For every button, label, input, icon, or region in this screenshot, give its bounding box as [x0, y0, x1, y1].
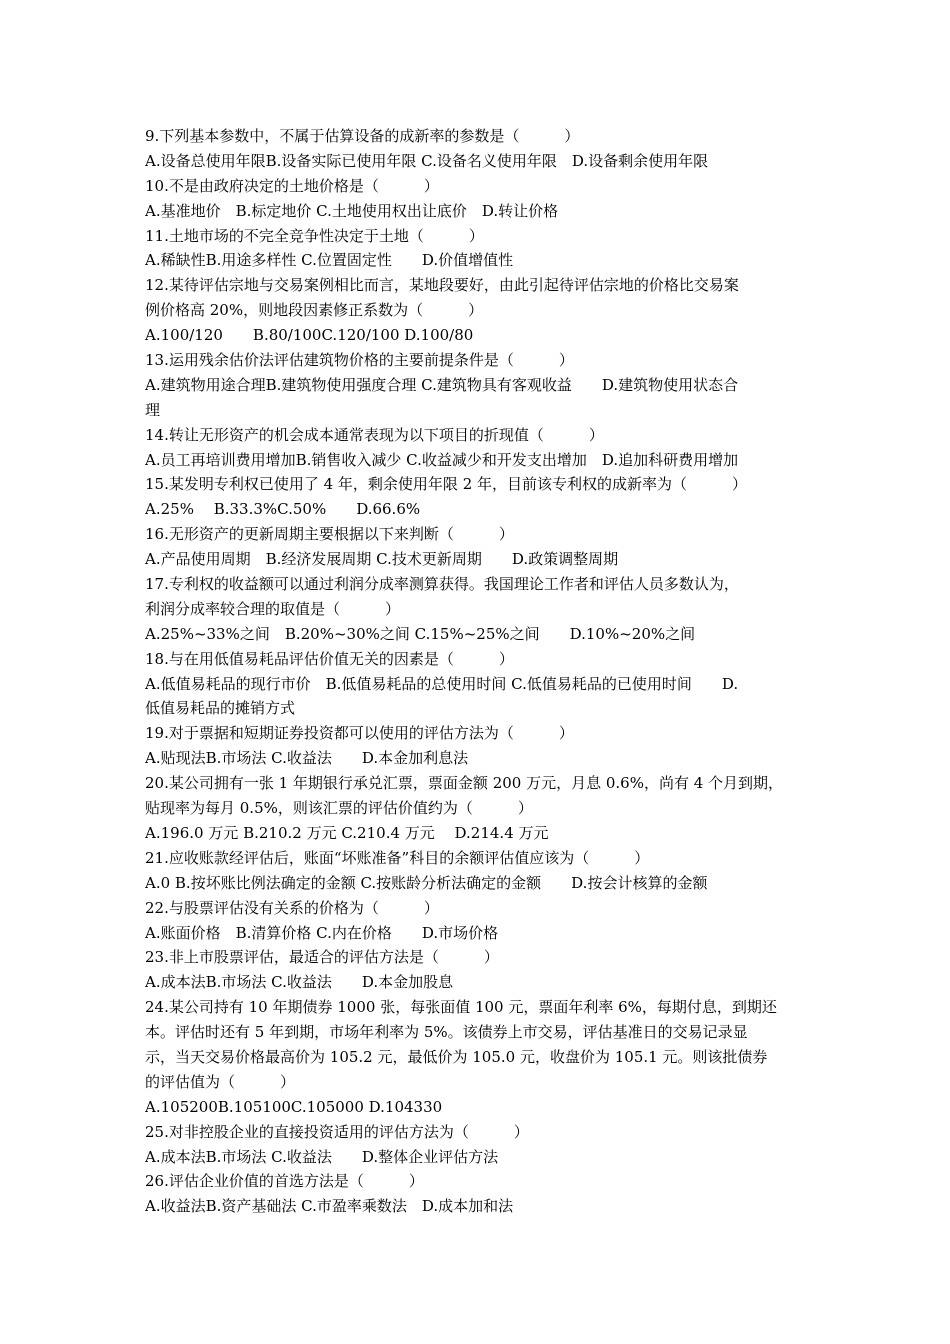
text-line: 例价格高 20%，则地段因素修正系数为（ ） — [145, 301, 484, 320]
text-line: 25.对非控股企业的直接投资适用的评估方法为（ ） — [145, 1122, 529, 1141]
text-line: A.低值易耗品的现行市价 B.低值易耗品的总使用时间 C.低值易耗品的已使用时间 D. — [145, 674, 739, 693]
text-line: A.账面价格 B.清算价格 C.内在价格 D.市场价格 — [145, 923, 499, 942]
text-line: A.105200B.105100C.105000 D.104330 — [145, 1097, 443, 1116]
text-line: A.成本法B.市场法 C.收益法 D.本金加股息 — [145, 973, 454, 992]
text-line: A.25%~33%之间 B.20%~30%之间 C.15%~25%之间 D.10%~20%之间 — [145, 624, 696, 643]
text-line: 17.专利权的收益额可以通过利润分成率测算获得。我国理论工作者和评估人员多数认为， — [145, 575, 739, 594]
text-line: A.196.0 万元 B.210.2 万元 C.210.4 万元 D.214.4 万元 — [145, 823, 549, 842]
text-line: A.收益法B.资产基础法 C.市盈率乘数法 D.成本加和法 — [145, 1197, 514, 1216]
text-line: 9.下列基本参数中，不属于估算设备的成新率的参数是（ ） — [145, 127, 580, 145]
text-line: 15.某发明专利权已使用了 4 年，剩余使用年限 2 年，目前该专利权的成新率为（ ） — [145, 475, 748, 494]
text-line: 24.某公司持有 10 年期债券 1000 张，每张面值 100 元，票面年利率 6%，每期付息，到期还 — [145, 998, 777, 1017]
text-line: 的评估值为（ ） — [145, 1072, 296, 1091]
text-line: A.贴现法B.市场法 C.收益法 D.本金加利息法 — [145, 749, 469, 768]
text-line: A.员工再培训费用增加B.销售收入减少 C.收益减少和开发支出增加 D.追加科研费用增加 — [145, 450, 739, 469]
text-line: 26.评估企业价值的首选方法是（ ） — [145, 1172, 424, 1191]
text-line: A.0 B.按坏账比例法确定的金额 C.按账龄分析法确定的金额 D.按会计核算的金额 — [145, 873, 708, 892]
text-line: A.25% B.33.3%C.50% D.66.6% — [145, 500, 421, 519]
text-line: 本。评估时还有 5 年到期，市场年利率为 5%。该债券上市交易，评估基准日的交易记录显 — [145, 1023, 748, 1042]
text-line: 22.与股票评估没有关系的价格为（ ） — [145, 898, 439, 917]
text-line: 21.应收账款经评估后，账面“坏账准备”科目的余额评估值应该为（ ） — [145, 848, 650, 867]
text-line: 理 — [145, 400, 161, 419]
document-body — [145, 124, 825, 1219]
text-line: 19.对于票据和短期证券投资都可以使用的评估方法为（ ） — [145, 724, 574, 743]
text-line: 18.与在用低值易耗品评估价值无关的因素是（ ） — [145, 649, 514, 668]
text-line: A.100/120 B.80/100C.120/100 D.100/80 — [145, 326, 474, 345]
text-line: 10.不是由政府决定的土地价格是（ ） — [145, 176, 439, 195]
text-line: A.设备总使用年限B.设备实际已使用年限 C.设备名义使用年限 D.设备剩余使用年限 — [145, 151, 709, 170]
text-line: 14.转让无形资产的机会成本通常表现为以下项目的折现值（ ） — [145, 425, 604, 444]
text-line: 23.非上市股票评估，最适合的评估方法是（ ） — [145, 948, 499, 967]
text-line: A.基准地价 B.标定地价 C.土地使用权出让底价 D.转让价格 — [145, 201, 559, 220]
text-line: A.建筑物用途合理B.建筑物使用强度合理 C.建筑物具有客观收益 D.建筑物使用状态合 — [145, 375, 739, 394]
text-line: 低值易耗品的摊销方式 — [145, 699, 296, 718]
text-line: 利润分成率较合理的取值是（ ） — [145, 599, 401, 618]
text-line: 12.某待评估宗地与交易案例相比而言，某地段要好，由此引起待评估宗地的价格比交易案 — [145, 276, 739, 295]
text-line: A.成本法B.市场法 C.收益法 D.整体企业评估方法 — [145, 1147, 499, 1166]
text-line: 示，当天交易价格最高价为 105.2 元，最低价为 105.0 元，收盘价为 105.1 元。则该批债券 — [145, 1047, 768, 1066]
text-line: 20.某公司拥有一张 1 年期银行承兑汇票，票面金额 200 万元，月息 0.6%，尚有 4 个月到期， — [145, 774, 784, 793]
text-line: 贴现率为每月 0.5%，则该汇票的评估价值约为（ ） — [145, 799, 533, 818]
text-line: A.稀缺性B.用途多样性 C.位置固定性 D.价值增值性 — [145, 251, 514, 270]
text-line: 13.运用残余估价法评估建筑物价格的主要前提条件是（ ） — [145, 351, 574, 370]
text-line: 16.无形资产的更新周期主要根据以下来判断（ ） — [145, 525, 514, 544]
text-line: A.产品使用周期 B.经济发展周期 C.技术更新周期 D.政策调整周期 — [145, 550, 619, 569]
text-line: 11.土地市场的不完全竞争性决定于土地（ ） — [145, 226, 484, 245]
